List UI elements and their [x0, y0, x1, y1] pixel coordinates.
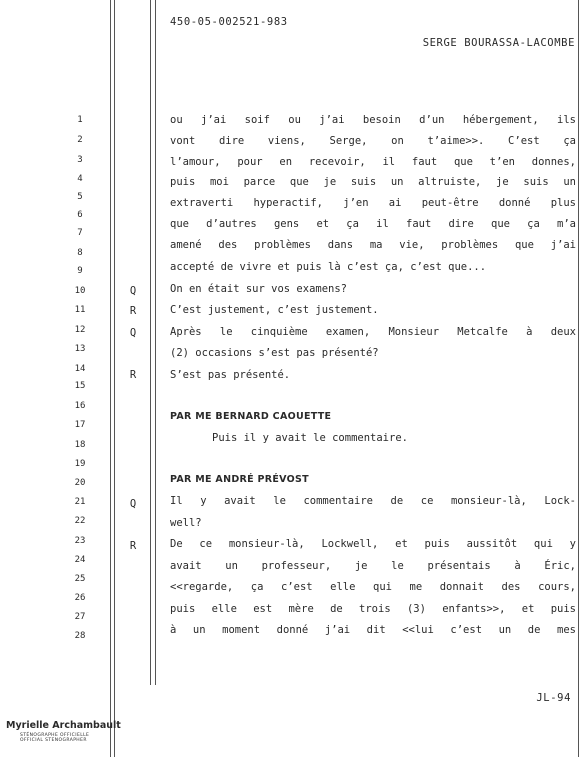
transcript-line: amené des problèmes dans ma vie, problèmes que j’ai: [170, 239, 576, 251]
line-number: 18: [74, 440, 86, 450]
transcript-line: Il y avait le commentaire de ce monsieur-là, Lock-: [170, 495, 576, 507]
case-number: 450-05-002521-983: [170, 16, 288, 28]
line-number: 24: [74, 555, 86, 565]
answer-marker: R: [129, 540, 137, 552]
transcript-line: ou j’ai soif ou j’ai besoin d’un hébergement, ils: [170, 114, 576, 126]
line-number: 13: [74, 344, 86, 354]
line-number: 21: [74, 497, 86, 507]
line-number: 11: [74, 305, 86, 315]
line-number: 20: [74, 478, 86, 488]
question-marker: Q: [129, 498, 137, 510]
line-number: 3: [77, 155, 83, 165]
speaker-column-rule: [155, 0, 156, 685]
line-number: 6: [77, 210, 83, 220]
line-number: 25: [74, 574, 86, 584]
transcript-line: puis elle est mère de trois (3) enfants>>, et puis: [170, 603, 576, 615]
right-margin-rule: [578, 0, 579, 757]
transcript-line: que d’autres gens et ça il faut dire que ça m’a: [170, 218, 576, 230]
line-number: 10: [74, 286, 86, 296]
line-number: 16: [74, 401, 86, 411]
transcript-line: On en était sur vos examens?: [170, 283, 348, 295]
left-margin-rule: [114, 0, 115, 757]
line-number: 23: [74, 536, 86, 546]
question-marker: Q: [129, 327, 137, 339]
speaker-heading: PAR ME ANDRÉ PRÉVOST: [170, 474, 309, 485]
line-number: 2: [77, 135, 83, 145]
transcript-line: puis moi parce que je suis un altruiste, je suis un: [170, 176, 576, 188]
page-number: JL-94: [536, 692, 571, 704]
line-number: 12: [74, 325, 86, 335]
stenographer-title-fr: STÉNOGRAPHE OFFICIELLE: [20, 733, 90, 738]
line-number: 15: [74, 381, 86, 391]
transcript-line: l’amour, pour en recevoir, il faut que t’en donnes,: [170, 156, 576, 168]
transcript-line: S’est pas présenté.: [170, 369, 291, 381]
line-number: 19: [74, 459, 86, 469]
transcript-line: <<regarde, ça c’est elle qui me donnait des cours,: [170, 581, 576, 593]
stenographer-logo: [6, 720, 121, 743]
line-number: 5: [77, 192, 83, 202]
line-number: 26: [74, 593, 86, 603]
transcript-line: (2) occasions s’est pas présenté?: [170, 347, 379, 359]
line-number: 8: [77, 248, 83, 258]
transcript-line: extraverti hyperactif, j’en ai peut-être donné plus: [170, 197, 576, 209]
transcript-line: De ce monsieur-là, Lockwell, et puis aussitôt qui y: [170, 538, 576, 550]
question-marker: Q: [129, 285, 137, 297]
line-number: 1: [77, 115, 83, 125]
answer-marker: R: [129, 369, 137, 381]
left-margin-rule: [110, 0, 111, 757]
transcript-line: à un moment donné j’ai dit <<lui c’est un de mes: [170, 624, 576, 636]
answer-marker: R: [129, 305, 137, 317]
stenographer-title-en: OFFICIAL STENOGRAPHER: [20, 738, 87, 743]
transcript-line: accepté de vivre et puis là c’est ça, c’est que...: [170, 261, 487, 273]
transcript-line: vont dire viens, Serge, on t’aime>>. C’est ça: [170, 135, 576, 147]
transcript-line: Après le cinquième examen, Monsieur Metcalfe à deux: [170, 326, 576, 338]
transcript-line: C’est justement, c’est justement.: [170, 304, 379, 316]
speaker-heading: PAR ME BERNARD CAOUETTE: [170, 411, 332, 422]
line-number: 17: [74, 420, 86, 430]
stenographer-name: Myrielle Archambault: [6, 720, 121, 731]
transcript-line: well?: [170, 517, 202, 529]
line-number: 9: [77, 266, 83, 276]
line-number: 4: [77, 174, 83, 184]
transcript-line: avait un professeur, je le présentais à Éric,: [170, 560, 576, 572]
witness-name: SERGE BOURASSA-LACOMBE: [422, 37, 575, 49]
line-number: 27: [74, 612, 86, 622]
line-number: 22: [74, 516, 86, 526]
speaker-column-rule: [150, 0, 151, 685]
line-number: 7: [77, 228, 83, 238]
line-number: 14: [74, 364, 86, 374]
line-number: 28: [74, 631, 86, 641]
transcript-line: Puis il y avait le commentaire.: [212, 432, 408, 444]
